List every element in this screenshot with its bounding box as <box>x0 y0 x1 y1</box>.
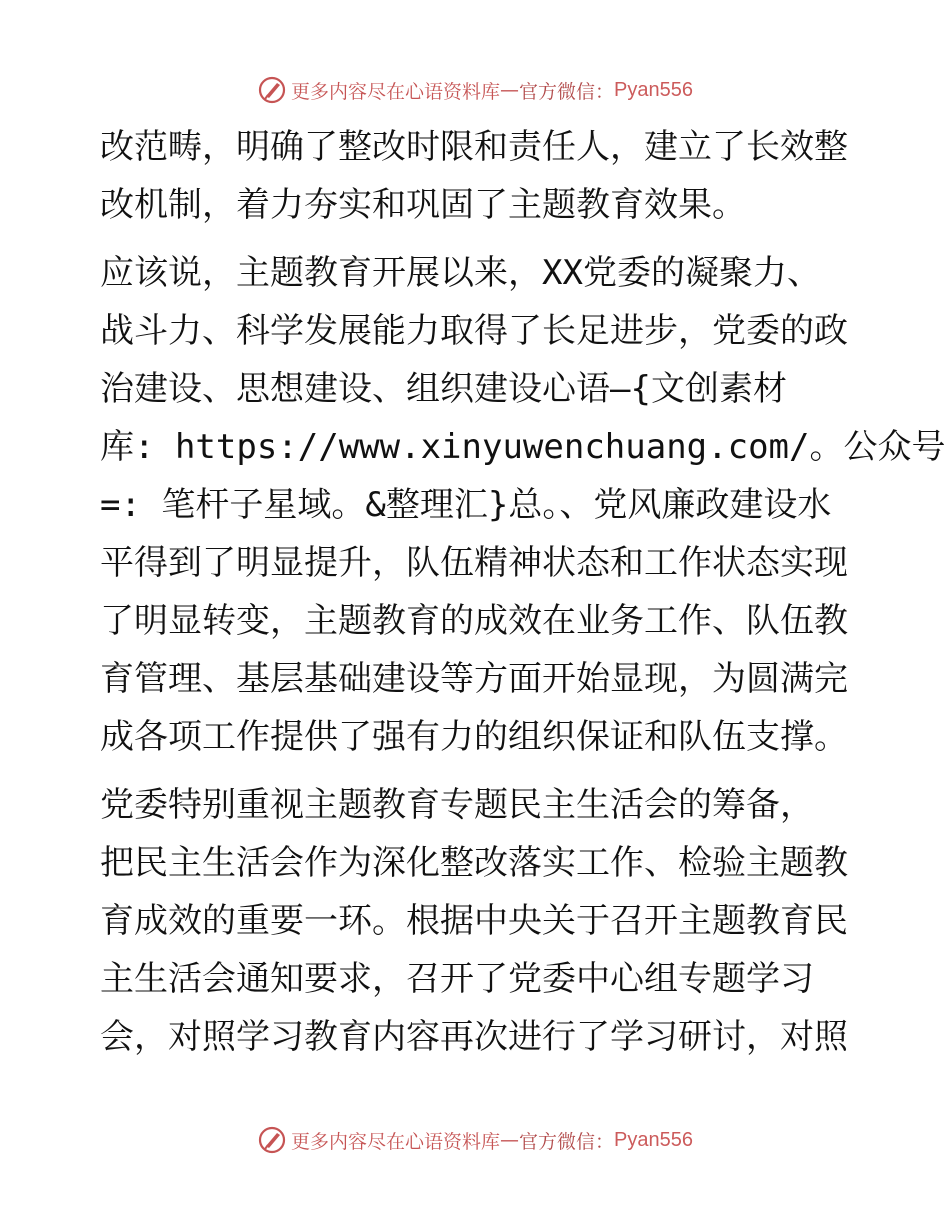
document-body <box>100 118 946 1066</box>
text-line: 会，对照学习教育内容再次进行了学习研讨，对照 <box>100 1017 848 1057</box>
watermark-site-text: 更多内容尽在心语资料库 <box>291 80 501 103</box>
text-line: 改机制，着力夯实和巩固了主题教育效果。 <box>100 185 746 225</box>
paragraph-3 <box>100 776 870 1066</box>
quill-pen-logo-icon <box>257 1125 287 1155</box>
footer-watermark <box>0 1122 950 1158</box>
text-line: 治建设、思想建设、组织建设心语—{文创素材 <box>100 369 787 409</box>
watermark-wechat-label: 官方微信： <box>519 80 615 103</box>
text-line: 改范畴，明确了整改时限和责任人，建立了长效整 <box>100 127 848 167</box>
quill-pen-logo-icon <box>257 75 287 105</box>
text-line: 应该说，主题教育开展以来，XX党委的凝聚力、 <box>100 253 821 293</box>
text-line: 主生活会通知要求，召开了党委中心组专题学习 <box>100 959 814 999</box>
paragraph-2 <box>100 244 946 766</box>
text-line: =: 笔杆子星域。&整理汇}总。、党风廉政建设水 <box>100 485 832 525</box>
header-watermark <box>0 72 950 108</box>
text-line: 库: https://www.xinyuwenchuang.com/。公众号 <box>100 427 946 467</box>
watermark-wechat-id: Pyan556 <box>614 78 693 101</box>
text-line: 把民主生活会作为深化整改落实工作、检验主题教 <box>100 843 848 883</box>
watermark-wechat-id: Pyan556 <box>614 1128 693 1151</box>
watermark-wechat-label: 官方微信： <box>519 1130 615 1153</box>
text-line: 成各项工作提供了强有力的组织保证和队伍支撑。 <box>100 717 848 757</box>
watermark-separator: — <box>500 1129 520 1151</box>
paragraph-1 <box>100 118 870 234</box>
text-line: 育管理、基层基础建设等方面开始显现，为圆满完 <box>100 659 848 699</box>
text-line: 平得到了明显提升，队伍精神状态和工作状态实现 <box>100 543 848 583</box>
text-line: 战斗力、科学发展能力取得了长足进步，党委的政 <box>100 311 848 351</box>
watermark-site-text: 更多内容尽在心语资料库 <box>291 1130 501 1153</box>
text-line: 党委特别重视主题教育专题民主生活会的筹备， <box>100 785 814 825</box>
watermark-separator: — <box>500 79 520 101</box>
text-line: 育成效的重要一环。根据中央关于召开主题教育民 <box>100 901 848 941</box>
text-line: 了明显转变，主题教育的成效在业务工作、队伍教 <box>100 601 848 641</box>
